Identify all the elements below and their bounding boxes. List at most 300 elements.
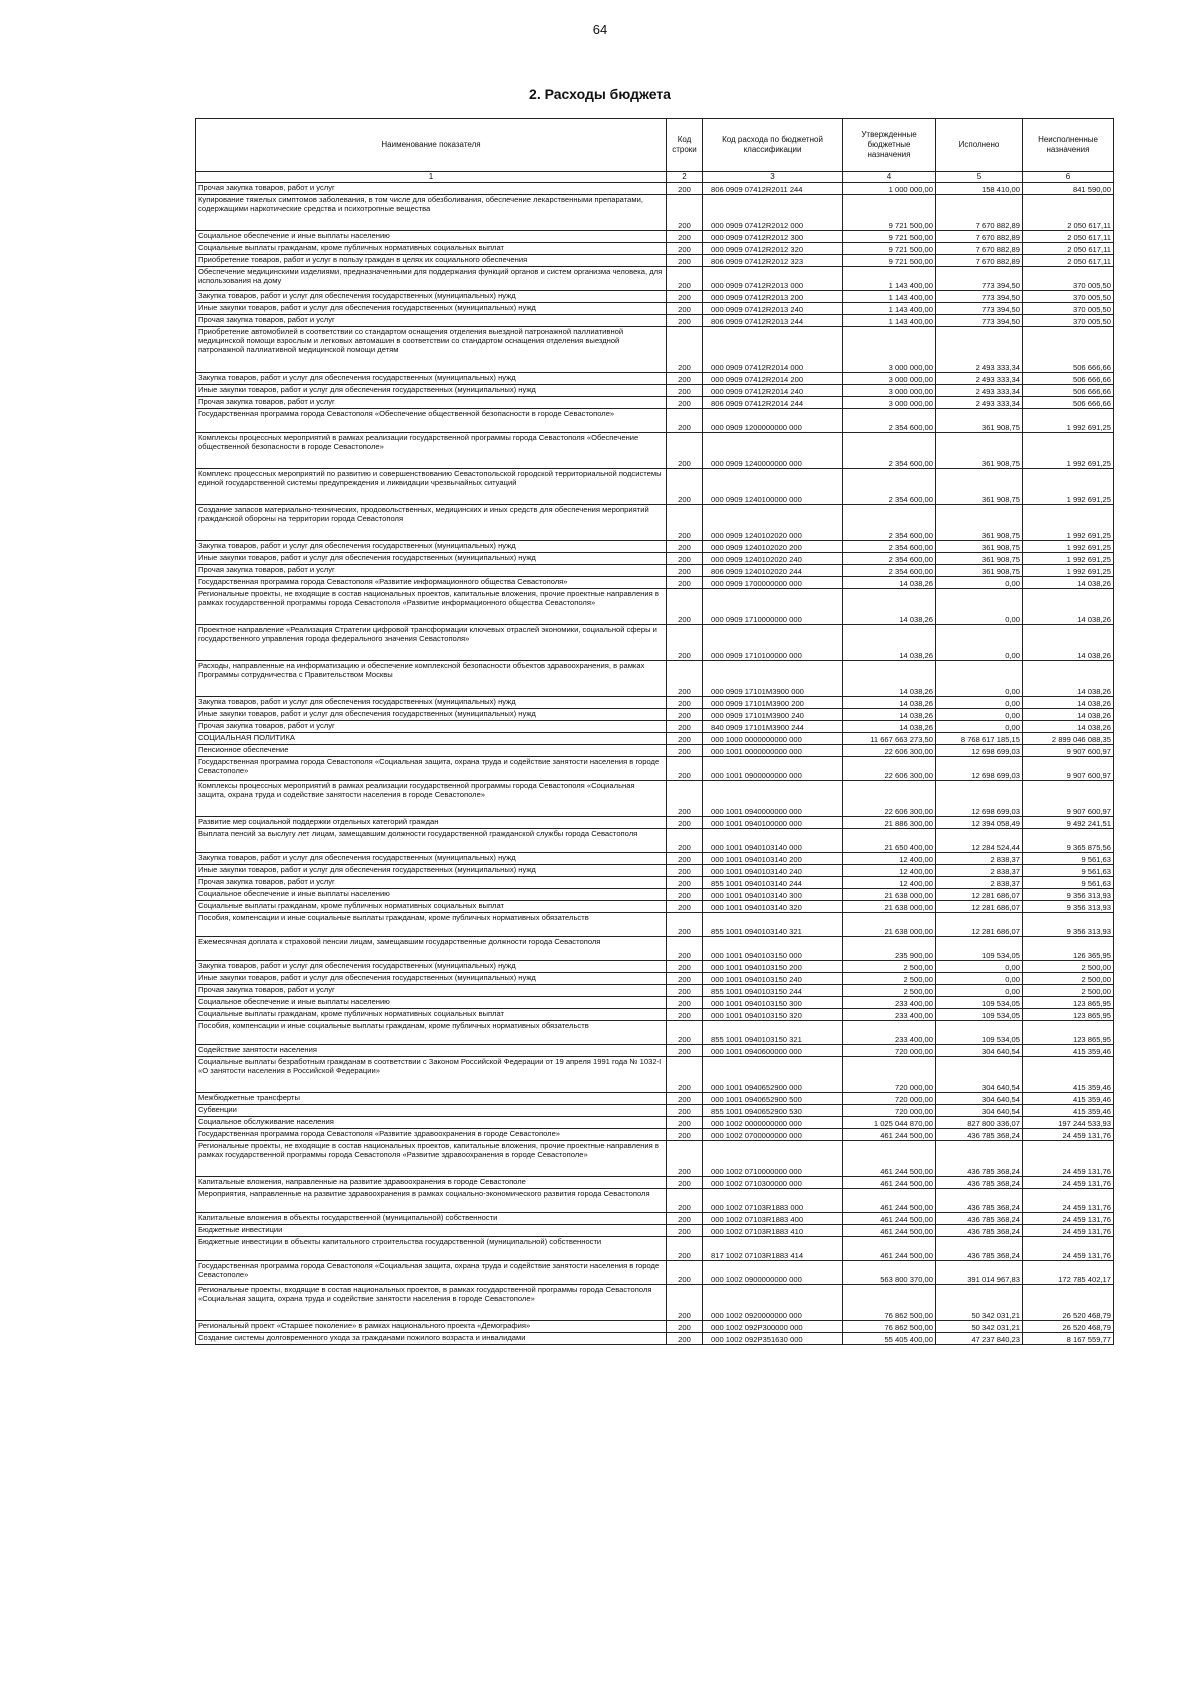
cell-line-code: 200: [667, 781, 703, 817]
cell-executed: 7 670 882,89: [936, 243, 1023, 255]
table-row: [196, 373, 1114, 385]
cell-budget-code: 000 1001 0940103150 240: [703, 973, 843, 985]
cell-unexecuted: 506 666,66: [1023, 327, 1114, 373]
cell-name: Мероприятия, направленные на развитие здравоохранения в рамках социально-экономического развития города Севастополя: [196, 1189, 667, 1213]
table-row: [196, 1177, 1114, 1189]
cell-budget-code: 000 0909 17101М3900 240: [703, 709, 843, 721]
cell-budget-code: 000 0909 07412R2014 000: [703, 327, 843, 373]
cell-line-code: 200: [667, 1021, 703, 1045]
cell-approved: 21 650 400,00: [843, 829, 936, 853]
cell-name: Закупка товаров, работ и услуг для обеспечения государственных (муниципальных) нужд: [196, 697, 667, 709]
cell-budget-code: 000 0909 1240000000 000: [703, 433, 843, 469]
cell-unexecuted: 506 666,66: [1023, 397, 1114, 409]
cell-unexecuted: 123 865,95: [1023, 1021, 1114, 1045]
cell-executed: 47 237 840,23: [936, 1333, 1023, 1345]
table-row: [196, 303, 1114, 315]
cell-executed: 0,00: [936, 625, 1023, 661]
cell-executed: 12 394 058,49: [936, 817, 1023, 829]
cell-name: Комплексы процессных мероприятий в рамках реализации государственной программы города Севастополя «Социальная защита, охрана труда и содействие занятости населения в городе Севастополе»: [196, 781, 667, 817]
cell-unexecuted: 24 459 131,76: [1023, 1129, 1114, 1141]
column-number: 3: [703, 172, 843, 183]
cell-name: Социальные выплаты безработным гражданам в соответствии с Законом Российской Федерации от 19 апреля 1991 года № 1032-I «О занятости населения в Российской Федерации»: [196, 1057, 667, 1093]
cell-approved: 1 000 000,00: [843, 183, 936, 195]
cell-name: Капитальные вложения, направленные на развитие здравоохранения в городе Севастополе: [196, 1177, 667, 1189]
cell-approved: 21 886 300,00: [843, 817, 936, 829]
header-line-code: Код строки: [667, 119, 703, 172]
cell-unexecuted: 2 500,00: [1023, 973, 1114, 985]
cell-unexecuted: 9 356 313,93: [1023, 913, 1114, 937]
cell-line-code: 200: [667, 433, 703, 469]
cell-budget-code: 000 0909 07412R2012 300: [703, 231, 843, 243]
cell-budget-code: 000 1001 0940103150 000: [703, 937, 843, 961]
cell-approved: 11 667 663 273,50: [843, 733, 936, 745]
cell-budget-code: 806 0909 1240102020 244: [703, 565, 843, 577]
cell-unexecuted: 9 356 313,93: [1023, 901, 1114, 913]
cell-line-code: 200: [667, 195, 703, 231]
cell-line-code: 200: [667, 721, 703, 733]
cell-line-code: 200: [667, 877, 703, 889]
cell-name: Закупка товаров, работ и услуг для обеспечения государственных (муниципальных) нужд: [196, 541, 667, 553]
cell-line-code: 200: [667, 973, 703, 985]
cell-unexecuted: 2 050 617,11: [1023, 231, 1114, 243]
cell-unexecuted: 8 167 559,77: [1023, 1333, 1114, 1345]
cell-executed: 158 410,00: [936, 183, 1023, 195]
cell-budget-code: 855 1001 0940103140 321: [703, 913, 843, 937]
column-number: 6: [1023, 172, 1114, 183]
cell-line-code: 200: [667, 1093, 703, 1105]
cell-executed: 12 284 524,44: [936, 829, 1023, 853]
table-row: [196, 553, 1114, 565]
cell-line-code: 200: [667, 303, 703, 315]
cell-budget-code: 000 0909 07412R2012 000: [703, 195, 843, 231]
cell-approved: 461 244 500,00: [843, 1189, 936, 1213]
cell-unexecuted: 1 992 691,25: [1023, 433, 1114, 469]
cell-executed: 304 640,54: [936, 1057, 1023, 1093]
table-row: [196, 997, 1114, 1009]
cell-line-code: 200: [667, 997, 703, 1009]
table-row: [196, 1129, 1114, 1141]
cell-executed: 2 493 333,34: [936, 327, 1023, 373]
cell-approved: 3 000 000,00: [843, 373, 936, 385]
cell-unexecuted: 1 992 691,25: [1023, 409, 1114, 433]
cell-approved: 12 400,00: [843, 865, 936, 877]
cell-approved: 3 000 000,00: [843, 327, 936, 373]
cell-name: Приобретение автомобилей в соответствии со стандартом оснащения отделения выездной патронажной паллиативной медицинской помощи взрослым и легковых автомашин в соответствии со стандартом оснащения отделения выездной патронажной паллиативной медицинской помощи детям: [196, 327, 667, 373]
cell-name: Закупка товаров, работ и услуг для обеспечения государственных (муниципальных) нужд: [196, 291, 667, 303]
cell-executed: 0,00: [936, 577, 1023, 589]
cell-unexecuted: 9 907 600,97: [1023, 781, 1114, 817]
cell-executed: 2 493 333,34: [936, 397, 1023, 409]
cell-line-code: 200: [667, 661, 703, 697]
cell-budget-code: 000 0909 1240102020 240: [703, 553, 843, 565]
cell-name: Региональные проекты, входящие в состав национальных проектов, в рамках государственной программы города Севастополя «Социальная защита, охрана труда и содействие занятости населения в городе Севастополе»: [196, 1285, 667, 1321]
cell-unexecuted: 2 899 046 088,35: [1023, 733, 1114, 745]
cell-name: Государственная программа города Севастополя «Развитие здравоохранения в городе Севастополе»: [196, 1129, 667, 1141]
cell-budget-code: 000 1001 0940652900 000: [703, 1057, 843, 1093]
table-row: [196, 397, 1114, 409]
cell-executed: 7 670 882,89: [936, 195, 1023, 231]
cell-executed: 361 908,75: [936, 553, 1023, 565]
cell-line-code: 200: [667, 385, 703, 397]
cell-budget-code: 000 1002 092Р300000 000: [703, 1321, 843, 1333]
cell-budget-code: 000 0909 07412R2013 200: [703, 291, 843, 303]
cell-unexecuted: 172 785 402,17: [1023, 1261, 1114, 1285]
cell-unexecuted: 415 359,46: [1023, 1105, 1114, 1117]
table-row: [196, 183, 1114, 195]
cell-approved: 2 354 600,00: [843, 565, 936, 577]
cell-name: Создание системы долговременного ухода за гражданами пожилого возраста и инвалидами: [196, 1333, 667, 1345]
cell-executed: 12 281 686,07: [936, 913, 1023, 937]
cell-budget-code: 000 0909 17101М3900 200: [703, 697, 843, 709]
cell-name: Прочая закупка товаров, работ и услуг: [196, 721, 667, 733]
cell-budget-code: 000 1001 0940600000 000: [703, 1045, 843, 1057]
cell-budget-code: 000 1001 0940103140 300: [703, 889, 843, 901]
cell-name: Социальное обслуживание населения: [196, 1117, 667, 1129]
cell-name: Пособия, компенсации и иные социальные выплаты гражданам, кроме публичных нормативных обязательств: [196, 913, 667, 937]
cell-name: Прочая закупка товаров, работ и услуг: [196, 397, 667, 409]
cell-approved: 2 354 600,00: [843, 541, 936, 553]
cell-unexecuted: 370 005,50: [1023, 315, 1114, 327]
cell-budget-code: 000 1002 0920000000 000: [703, 1285, 843, 1321]
table-row: [196, 721, 1114, 733]
cell-approved: 2 354 600,00: [843, 469, 936, 505]
cell-name: Иные закупки товаров, работ и услуг для обеспечения государственных (муниципальных) нужд: [196, 303, 667, 315]
table-row: [196, 385, 1114, 397]
cell-budget-code: 840 0909 17101М3900 244: [703, 721, 843, 733]
cell-budget-code: 000 1002 092Р351630 000: [703, 1333, 843, 1345]
table-row: [196, 409, 1114, 433]
cell-approved: 14 038,26: [843, 589, 936, 625]
cell-line-code: 200: [667, 231, 703, 243]
table-row: [196, 589, 1114, 625]
cell-name: Капитальные вложения в объекты государственной (муниципальной) собственности: [196, 1213, 667, 1225]
cell-name: Региональные проекты, не входящие в состав национальных проектов, капитальные вложения, прочие проектные направления в рамках государственной программы города Севастополя «Развитие здравоохранения в городе Севастополе»: [196, 1141, 667, 1177]
table-row: [196, 1213, 1114, 1225]
table-row: [196, 195, 1114, 231]
cell-unexecuted: 2 050 617,11: [1023, 255, 1114, 267]
cell-unexecuted: 370 005,50: [1023, 267, 1114, 291]
table-row: [196, 937, 1114, 961]
cell-unexecuted: 14 038,26: [1023, 721, 1114, 733]
cell-budget-code: 855 1001 0940103140 244: [703, 877, 843, 889]
cell-budget-code: 000 0909 1700000000 000: [703, 577, 843, 589]
cell-line-code: 200: [667, 373, 703, 385]
cell-executed: 12 698 699,03: [936, 745, 1023, 757]
cell-executed: 773 394,50: [936, 291, 1023, 303]
cell-executed: 304 640,54: [936, 1045, 1023, 1057]
cell-unexecuted: 506 666,66: [1023, 385, 1114, 397]
cell-unexecuted: 14 038,26: [1023, 697, 1114, 709]
cell-unexecuted: 370 005,50: [1023, 303, 1114, 315]
cell-budget-code: 000 1001 0940652900 500: [703, 1093, 843, 1105]
cell-approved: 461 244 500,00: [843, 1225, 936, 1237]
cell-approved: 720 000,00: [843, 1045, 936, 1057]
cell-executed: 2 838,37: [936, 865, 1023, 877]
table-row: [196, 1105, 1114, 1117]
cell-name: Социальное обеспечение и иные выплаты населению: [196, 231, 667, 243]
cell-approved: 14 038,26: [843, 721, 936, 733]
cell-approved: 2 354 600,00: [843, 433, 936, 469]
cell-name: Государственная программа города Севастополя «Социальная защита, охрана труда и содействие занятости населения в городе Севастополе»: [196, 1261, 667, 1285]
cell-line-code: 200: [667, 291, 703, 303]
cell-executed: 436 785 368,24: [936, 1141, 1023, 1177]
cell-name: Иные закупки товаров, работ и услуг для обеспечения государственных (муниципальных) нужд: [196, 709, 667, 721]
cell-line-code: 200: [667, 697, 703, 709]
cell-line-code: 200: [667, 745, 703, 757]
cell-approved: 3 000 000,00: [843, 397, 936, 409]
cell-executed: 2 493 333,34: [936, 385, 1023, 397]
cell-budget-code: 855 1001 0940652900 530: [703, 1105, 843, 1117]
cell-line-code: 200: [667, 961, 703, 973]
cell-name: Закупка товаров, работ и услуг для обеспечения государственных (муниципальных) нужд: [196, 961, 667, 973]
cell-line-code: 200: [667, 589, 703, 625]
cell-approved: 22 606 300,00: [843, 757, 936, 781]
cell-name: Прочая закупка товаров, работ и услуг: [196, 183, 667, 195]
table-row: [196, 231, 1114, 243]
cell-line-code: 200: [667, 1129, 703, 1141]
cell-unexecuted: 2 050 617,11: [1023, 195, 1114, 231]
table-row: [196, 1285, 1114, 1321]
column-number: 5: [936, 172, 1023, 183]
cell-budget-code: 000 1001 0940100000 000: [703, 817, 843, 829]
cell-line-code: 200: [667, 327, 703, 373]
cell-executed: 436 785 368,24: [936, 1177, 1023, 1189]
cell-budget-code: 000 1001 0940000000 000: [703, 781, 843, 817]
cell-budget-code: 000 0909 07412R2014 240: [703, 385, 843, 397]
table-row: [196, 505, 1114, 541]
cell-approved: 22 606 300,00: [843, 745, 936, 757]
cell-budget-code: 806 0909 07412R2012 323: [703, 255, 843, 267]
cell-name: Региональный проект «Старшее поколение» в рамках национального проекта «Демография»: [196, 1321, 667, 1333]
cell-approved: 720 000,00: [843, 1105, 936, 1117]
table-row: [196, 1261, 1114, 1285]
cell-budget-code: 000 1002 07103R1883 000: [703, 1189, 843, 1213]
cell-approved: 9 721 500,00: [843, 231, 936, 243]
cell-name: Развитие мер социальной поддержки отдельных категорий граждан: [196, 817, 667, 829]
cell-approved: 1 143 400,00: [843, 267, 936, 291]
cell-unexecuted: 9 561,63: [1023, 853, 1114, 865]
cell-executed: 361 908,75: [936, 565, 1023, 577]
cell-line-code: 200: [667, 1009, 703, 1021]
cell-executed: 7 670 882,89: [936, 231, 1023, 243]
cell-executed: 109 534,05: [936, 937, 1023, 961]
cell-budget-code: 000 0909 1240102020 200: [703, 541, 843, 553]
cell-budget-code: 000 1001 0940103140 320: [703, 901, 843, 913]
cell-line-code: 200: [667, 1057, 703, 1093]
cell-budget-code: 000 0909 07412R2013 240: [703, 303, 843, 315]
cell-line-code: 200: [667, 733, 703, 745]
cell-unexecuted: 415 359,46: [1023, 1093, 1114, 1105]
cell-executed: 0,00: [936, 709, 1023, 721]
cell-unexecuted: 14 038,26: [1023, 625, 1114, 661]
cell-executed: 436 785 368,24: [936, 1237, 1023, 1261]
cell-name: Пособия, компенсации и иные социальные выплаты гражданам, кроме публичных нормативных обязательств: [196, 1021, 667, 1045]
cell-name: Иные закупки товаров, работ и услуг для обеспечения государственных (муниципальных) нужд: [196, 385, 667, 397]
cell-unexecuted: 123 865,95: [1023, 1009, 1114, 1021]
cell-name: Иные закупки товаров, работ и услуг для обеспечения государственных (муниципальных) нужд: [196, 865, 667, 877]
cell-executed: 773 394,50: [936, 267, 1023, 291]
cell-unexecuted: 9 492 241,51: [1023, 817, 1114, 829]
cell-executed: 12 698 699,03: [936, 757, 1023, 781]
cell-unexecuted: 1 992 691,25: [1023, 469, 1114, 505]
table-row: [196, 291, 1114, 303]
cell-line-code: 200: [667, 937, 703, 961]
table-row: [196, 243, 1114, 255]
cell-executed: 2 838,37: [936, 877, 1023, 889]
cell-budget-code: 000 1002 0710000000 000: [703, 1141, 843, 1177]
cell-name: Государственная программа города Севастополя «Обеспечение общественной безопасности в городе Севастополе»: [196, 409, 667, 433]
table-row: [196, 985, 1114, 997]
cell-executed: 361 908,75: [936, 541, 1023, 553]
table-row: [196, 889, 1114, 901]
cell-line-code: 200: [667, 1237, 703, 1261]
cell-executed: 436 785 368,24: [936, 1189, 1023, 1213]
cell-line-code: 200: [667, 469, 703, 505]
cell-executed: 436 785 368,24: [936, 1225, 1023, 1237]
cell-budget-code: 000 1000 0000000000 000: [703, 733, 843, 745]
cell-name: Прочая закупка товаров, работ и услуг: [196, 315, 667, 327]
cell-approved: 563 800 370,00: [843, 1261, 936, 1285]
cell-name: Социальные выплаты гражданам, кроме публичных нормативных социальных выплат: [196, 901, 667, 913]
cell-executed: 361 908,75: [936, 469, 1023, 505]
cell-unexecuted: 197 244 533,93: [1023, 1117, 1114, 1129]
cell-unexecuted: 14 038,26: [1023, 589, 1114, 625]
cell-unexecuted: 24 459 131,76: [1023, 1213, 1114, 1225]
header-budget-code: Код расхода по бюджетной классификации: [703, 119, 843, 172]
cell-unexecuted: 14 038,26: [1023, 709, 1114, 721]
cell-approved: 461 244 500,00: [843, 1213, 936, 1225]
table-row: [196, 961, 1114, 973]
cell-budget-code: 000 0909 07412R2012 320: [703, 243, 843, 255]
cell-line-code: 200: [667, 1141, 703, 1177]
cell-line-code: 200: [667, 865, 703, 877]
table-row: [196, 1117, 1114, 1129]
cell-executed: 109 534,05: [936, 997, 1023, 1009]
table-row: [196, 781, 1114, 817]
cell-name: Прочая закупка товаров, работ и услуг: [196, 985, 667, 997]
cell-line-code: 200: [667, 183, 703, 195]
cell-executed: 361 908,75: [936, 433, 1023, 469]
cell-executed: 304 640,54: [936, 1093, 1023, 1105]
cell-approved: 76 862 500,00: [843, 1285, 936, 1321]
cell-line-code: 200: [667, 853, 703, 865]
table-row: [196, 877, 1114, 889]
cell-budget-code: 000 0909 1710000000 000: [703, 589, 843, 625]
table-row: [196, 973, 1114, 985]
cell-executed: 304 640,54: [936, 1105, 1023, 1117]
cell-budget-code: 000 1002 0900000000 000: [703, 1261, 843, 1285]
cell-unexecuted: 123 865,95: [1023, 997, 1114, 1009]
cell-unexecuted: 1 992 691,25: [1023, 505, 1114, 541]
cell-approved: 233 400,00: [843, 1021, 936, 1045]
cell-unexecuted: 24 459 131,76: [1023, 1237, 1114, 1261]
cell-name: Пенсионное обеспечение: [196, 745, 667, 757]
cell-budget-code: 000 1001 0940103150 320: [703, 1009, 843, 1021]
cell-executed: 2 493 333,34: [936, 373, 1023, 385]
cell-unexecuted: 415 359,46: [1023, 1045, 1114, 1057]
cell-unexecuted: 9 907 600,97: [1023, 745, 1114, 757]
cell-executed: 773 394,50: [936, 303, 1023, 315]
table-row: [196, 1237, 1114, 1261]
table-row: [196, 1057, 1114, 1093]
cell-approved: 22 606 300,00: [843, 781, 936, 817]
cell-approved: 9 721 500,00: [843, 243, 936, 255]
cell-executed: 12 281 686,07: [936, 901, 1023, 913]
cell-line-code: 200: [667, 757, 703, 781]
cell-executed: 0,00: [936, 961, 1023, 973]
cell-budget-code: 000 1001 0940103140 200: [703, 853, 843, 865]
column-number: 2: [667, 172, 703, 183]
cell-budget-code: 000 0909 1240100000 000: [703, 469, 843, 505]
cell-line-code: 200: [667, 1177, 703, 1189]
cell-line-code: 200: [667, 255, 703, 267]
cell-approved: 14 038,26: [843, 709, 936, 721]
cell-budget-code: 000 0909 07412R2014 200: [703, 373, 843, 385]
cell-executed: 109 534,05: [936, 1009, 1023, 1021]
header-unexecuted: Неисполненные назначения: [1023, 119, 1114, 172]
cell-line-code: 200: [667, 1117, 703, 1129]
cell-name: Социальное обеспечение и иные выплаты населению: [196, 889, 667, 901]
table-row: [196, 1321, 1114, 1333]
cell-unexecuted: 9 561,63: [1023, 877, 1114, 889]
cell-line-code: 200: [667, 1213, 703, 1225]
cell-line-code: 200: [667, 817, 703, 829]
table-row: [196, 661, 1114, 697]
cell-name: Приобретение товаров, работ и услуг в пользу граждан в целях их социального обеспечения: [196, 255, 667, 267]
cell-name: Социальные выплаты гражданам, кроме публичных нормативных социальных выплат: [196, 1009, 667, 1021]
table-row: [196, 1045, 1114, 1057]
cell-budget-code: 000 1001 0900000000 000: [703, 757, 843, 781]
page-number: 64: [592, 22, 608, 37]
cell-budget-code: 000 1001 0940103150 300: [703, 997, 843, 1009]
cell-line-code: 200: [667, 1045, 703, 1057]
cell-approved: 21 638 000,00: [843, 889, 936, 901]
cell-executed: 436 785 368,24: [936, 1129, 1023, 1141]
cell-unexecuted: 24 459 131,76: [1023, 1177, 1114, 1189]
cell-approved: 14 038,26: [843, 625, 936, 661]
cell-line-code: 200: [667, 889, 703, 901]
table-row: [196, 267, 1114, 291]
cell-budget-code: 817 1002 07103R1883 414: [703, 1237, 843, 1261]
table-row: [196, 745, 1114, 757]
table-row: [196, 1009, 1114, 1021]
cell-unexecuted: 26 520 468,79: [1023, 1285, 1114, 1321]
cell-unexecuted: 24 459 131,76: [1023, 1141, 1114, 1177]
cell-budget-code: 855 1001 0940103150 244: [703, 985, 843, 997]
table-row: [196, 1093, 1114, 1105]
cell-name: Выплата пенсий за выслугу лет лицам, замещавшим должности государственной гражданской службы города Севастополя: [196, 829, 667, 853]
cell-approved: 2 354 600,00: [843, 553, 936, 565]
cell-executed: 12 281 686,07: [936, 889, 1023, 901]
cell-approved: 461 244 500,00: [843, 1129, 936, 1141]
cell-budget-code: 806 0909 07412R2014 244: [703, 397, 843, 409]
cell-line-code: 200: [667, 267, 703, 291]
table-row: [196, 697, 1114, 709]
cell-approved: 2 500,00: [843, 961, 936, 973]
cell-unexecuted: 9 356 313,93: [1023, 889, 1114, 901]
cell-name: Обеспечение медицинскими изделиями, предназначенными для поддержания функций органов и систем организма человека, для использования на дому: [196, 267, 667, 291]
cell-executed: 0,00: [936, 661, 1023, 697]
cell-name: Прочая закупка товаров, работ и услуг: [196, 565, 667, 577]
cell-approved: 720 000,00: [843, 1093, 936, 1105]
cell-approved: 14 038,26: [843, 697, 936, 709]
cell-name: Создание запасов материально-технических, продовольственных, медицинских и иных средств для обеспечения мероприятий гражданской обороны на территории города Севастополя: [196, 505, 667, 541]
cell-unexecuted: 126 365,95: [1023, 937, 1114, 961]
cell-approved: 1 025 044 870,00: [843, 1117, 936, 1129]
cell-name: Закупка товаров, работ и услуг для обеспечения государственных (муниципальных) нужд: [196, 373, 667, 385]
cell-name: Государственная программа города Севастополя «Развитие информационного общества Севастополя»: [196, 577, 667, 589]
cell-line-code: 200: [667, 709, 703, 721]
